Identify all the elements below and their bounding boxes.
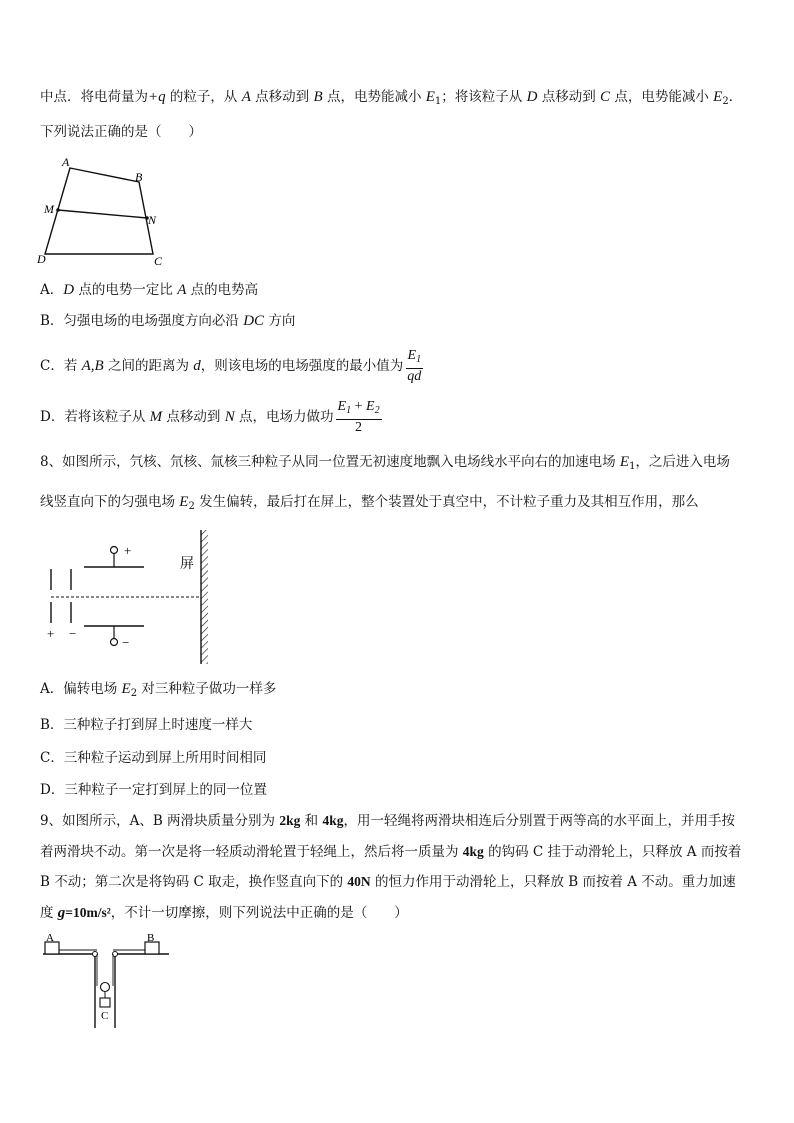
q7-text: ；将该粒子从 <box>441 89 527 105</box>
subscript: 1 <box>629 461 636 472</box>
option-text: ，则该电场的电场强度的最小值为 <box>200 358 404 374</box>
q7-stem-line2: 下列说法正确的是（ ） <box>40 124 202 140</box>
q9-text: ，不计一切摩擦，则下列说法中正确的是（ ） <box>110 905 408 921</box>
point-A: A <box>241 89 251 105</box>
q8-stem-line2 <box>40 492 699 517</box>
fig-label-M: M <box>44 202 54 216</box>
fig-label-B: B <box>135 170 143 184</box>
option-text: 之间的距离为 <box>103 358 194 374</box>
distance-d: d <box>193 358 201 374</box>
point-C: C <box>600 89 611 105</box>
mass-A: 2kg <box>279 813 301 828</box>
q7-trapezoid-figure <box>32 152 172 268</box>
hook-weight-C <box>100 998 110 1007</box>
q7-text: 点移动到 <box>250 89 314 105</box>
acc-minus-label: − <box>69 626 77 641</box>
option-text: A． <box>40 282 64 298</box>
frac-num: E <box>337 399 347 414</box>
bottom-minus-label: − <box>122 635 130 650</box>
fraction-E1-over-qd <box>405 348 423 385</box>
q8-option-d: D．三种粒子一定打到屏上的同一位置 <box>40 782 267 798</box>
q7-stem-line1 <box>40 87 742 112</box>
terminal-top <box>111 547 118 554</box>
q9-text: 9、如图所示，A、B 两滑块质量分别为 <box>40 813 280 829</box>
gravity-symbol: g <box>57 905 66 921</box>
q9-text: 着两滑块不动。第一次是将一轻质动滑轮置于轻绳上，然后将一质量为 <box>40 844 463 860</box>
q9-pulley-figure <box>38 930 178 1032</box>
q9-line2 <box>40 842 741 862</box>
point-D: D <box>526 89 538 105</box>
q8-option-b: B．三种粒子打到屏上时速度一样大 <box>40 717 253 733</box>
q7-text: 中点．将电荷量为 <box>40 89 148 105</box>
q8-deflection-figure <box>40 526 220 668</box>
point-A: A <box>177 282 187 298</box>
movable-pulley <box>101 983 110 992</box>
q9-text: 的钩码 C 挂于动滑轮上，只释放 A 而按着 <box>483 844 742 860</box>
frac-num: E <box>366 399 375 414</box>
q7-option-d <box>40 398 384 436</box>
symbol-E1: E <box>425 89 435 105</box>
option-text: D．若将该粒子从 <box>40 409 150 425</box>
subscript: 1 <box>434 96 442 107</box>
option-text: 方向 <box>264 313 296 329</box>
acc-plus-label: + <box>47 626 55 641</box>
subscript: 2 <box>188 501 195 512</box>
symbol-E2: E <box>121 681 131 697</box>
fraction-E1-plus-E2-over-2 <box>336 399 382 436</box>
q8-option-c: C．三种粒子运动到屏上所用时间相同 <box>40 750 267 766</box>
q8-text: ，之后进入电场 <box>635 454 730 470</box>
q7-text: 点，电势能减小 <box>610 89 714 105</box>
screen-label: 屏 <box>180 557 194 572</box>
top-plus-label: + <box>124 543 132 558</box>
q9-text: 的恒力作用于动滑轮上，只释放 B 而按着 A 不动。重力加速 <box>370 874 736 890</box>
subscript: 2 <box>722 96 729 107</box>
fig-label-D: D <box>37 252 46 266</box>
symbol-E2: E <box>179 494 189 510</box>
screen-hatching <box>201 530 208 664</box>
q8-text: 线竖直向下的匀强电场 <box>40 494 180 510</box>
q9-line3 <box>40 872 736 892</box>
subscript: 2 <box>130 688 138 699</box>
fig-label-N: N <box>148 213 157 227</box>
option-text: 对三种粒子做功一样多 <box>137 681 277 697</box>
symbol-E2: E <box>713 89 723 105</box>
plus-sign: + <box>351 399 366 414</box>
option-text: C．若 <box>40 358 82 374</box>
q9-text: 和 <box>300 813 323 829</box>
mass-B: 4kg <box>322 813 344 828</box>
q9-text: ，用一轻绳将两滑块相连后分别置于两等高的水平面上，并用手按 <box>343 813 735 829</box>
force-value: 40N <box>347 874 371 889</box>
q7-option-c <box>40 347 425 385</box>
option-text: 点的电势一定比 <box>74 282 178 298</box>
option-text: 点移动到 <box>162 409 225 425</box>
fig-label-C: C <box>101 1010 109 1022</box>
fig-label-C: C <box>154 254 163 268</box>
option-text: 点的电势高 <box>186 282 259 298</box>
point-M: M <box>149 409 163 425</box>
gravity-value: =10m/s² <box>65 905 111 920</box>
q8-text: 发生偏转，最后打在屏上，整个装置处于真空中，不计粒子重力及其相互作用，那么 <box>194 494 699 510</box>
subscript: 1 <box>346 405 352 416</box>
q8-option-a <box>40 679 276 704</box>
point-N: N <box>224 409 235 425</box>
frac-den: 2 <box>355 420 363 435</box>
mass-C: 4kg <box>462 844 484 859</box>
q9-text: 度 <box>40 905 58 921</box>
frac-num: E <box>407 348 417 363</box>
q8-stem-line1 <box>40 452 730 477</box>
point-D: D <box>63 282 75 298</box>
q7-text: 的粒子，从 <box>165 89 242 105</box>
subscript: 1 <box>416 354 422 365</box>
q7-text: 点，电势能减小 <box>322 89 426 105</box>
charge-symbol: +q <box>148 89 166 105</box>
point-B: B <box>313 89 323 105</box>
q9-line4 <box>40 903 408 923</box>
option-text: A．偏转电场 <box>40 681 122 697</box>
q7-text: ． <box>728 89 743 105</box>
option-text: 点，电场力做功 <box>234 409 334 425</box>
option-text: B．匀强电场的电场强度方向必沿 <box>40 313 244 329</box>
q7-option-b <box>40 311 295 331</box>
q9-line1 <box>40 811 735 831</box>
fig-label-A: A <box>46 932 54 944</box>
q9-text: B 不动；第二次是将钩码 C 取走，换作竖直向下的 <box>40 874 348 890</box>
q7-text: 点移动到 <box>537 89 601 105</box>
q7-option-a <box>40 280 258 300</box>
segment-DC: DC <box>243 313 265 329</box>
symbol-E1: E <box>619 454 630 470</box>
q8-text: 8、如图所示，氕核、氘核、氚核三种粒子从同一位置无初速度地飘入电场线水平向右的加速电场 <box>40 454 620 470</box>
terminal-bottom <box>111 639 118 646</box>
fig-label-A: A <box>62 155 70 169</box>
fig-label-B: B <box>147 932 155 944</box>
subscript: 2 <box>374 405 380 416</box>
frac-den: qd <box>407 369 422 384</box>
points-AB: A,B <box>81 358 104 374</box>
